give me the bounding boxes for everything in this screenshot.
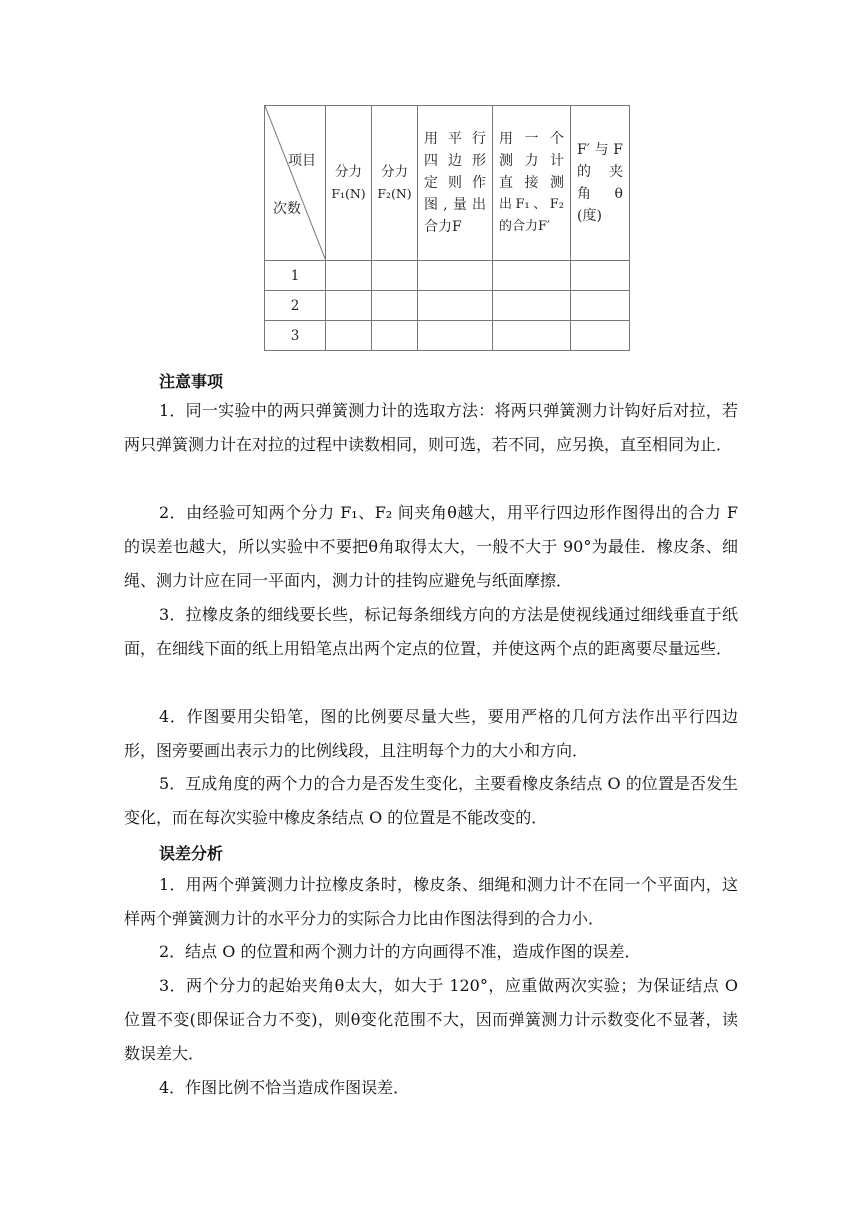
table-header-row <box>265 106 630 261</box>
error-paragraph-2: 2．结点 O 的位置和两个测力计的方向画得不准，造成作图的误差． <box>159 942 641 961</box>
header-parallelogram-f: 用平行 四边形 定则作 图,量出 合力F <box>418 106 493 261</box>
table-row <box>265 321 630 351</box>
note-paragraph-4: 4．作图要用尖铅笔，图的比例要尽量大些，要用严格的几何方法作出平行四边形，图旁要画出表示力的比例线段，且注明每个力的大小和方向． <box>124 707 738 760</box>
header-measured-f-prime: 用一个 测力计 直接测 出F₁、F₂ 的合力F′ <box>493 106 571 261</box>
error-paragraph-3: 3．两个分力的起始夹角θ太大，如大于 120°，应重做两次实验；为保证结点 O 位置不变(即保证合力不变)，则θ变化范围不大，因而弹簧测力计示数变化不显著，读数误差大． <box>124 976 738 1063</box>
header-f2: 分力 F₂(N) <box>372 106 418 261</box>
table-row <box>265 261 630 291</box>
table-cell <box>571 261 630 291</box>
table-cell <box>493 261 571 291</box>
notes-title: 注意事项 <box>159 372 224 391</box>
corner-label-times: 次数 <box>273 201 301 217</box>
corner-label-item: 项目 <box>288 153 316 169</box>
experiment-record-table <box>264 105 630 351</box>
error-paragraph-1: 1．用两个弹簧测力计拉橡皮条时，橡皮条、细绳和测力计不在同一个平面内，这样两个弹簧测力计的水平分力的实际合力比由作图法得到的合力小． <box>124 875 738 928</box>
table-cell <box>372 291 418 321</box>
table-cell <box>326 261 372 291</box>
header-angle-theta: F′与F 的 夹 角 θ (度) <box>571 106 630 261</box>
errors-title: 误差分析 <box>159 844 224 863</box>
table-cell <box>493 291 571 321</box>
corner-diagonal-line <box>265 106 326 261</box>
table-cell <box>372 261 418 291</box>
row-index: 2 <box>265 291 326 321</box>
table-cell <box>571 321 630 351</box>
table-cell <box>418 291 493 321</box>
table-corner-cell <box>265 106 326 261</box>
row-index: 3 <box>265 321 326 351</box>
header-f1: 分力 F₁(N) <box>326 106 372 261</box>
table-cell <box>372 321 418 351</box>
error-paragraph-4: 4．作图比例不恰当造成作图误差． <box>159 1078 410 1097</box>
note-paragraph-1: 1．同一实验中的两只弹簧测力计的选取方法：将两只弹簧测力计钩好后对拉，若两只弹簧测力计在对拉的过程中读数相同，则可选，若不同，应另换，直至相同为止． <box>124 401 738 454</box>
row-index: 1 <box>265 261 326 291</box>
table-cell <box>326 291 372 321</box>
table-row <box>265 291 630 321</box>
table-cell <box>418 261 493 291</box>
table-cell <box>571 291 630 321</box>
note-paragraph-5: 5．互成角度的两个力的合力是否发生变化，主要看橡皮条结点 O 的位置是否发生变化，而在每次实验中橡皮条结点 O 的位置是不能改变的． <box>124 774 738 827</box>
table-cell <box>326 321 372 351</box>
table-cell <box>493 321 571 351</box>
note-paragraph-3: 3．拉橡皮条的细线要长些，标记每条细线方向的方法是使视线通过细线垂直于纸面，在细线下面的纸上用铅笔点出两个定点的位置，并使这两个点的距离要尽量远些． <box>124 605 738 658</box>
table-cell <box>418 321 493 351</box>
note-paragraph-2: 2．由经验可知两个分力 F₁、F₂ 间夹角θ越大，用平行四边形作图得出的合力 F 的误差也越大，所以实验中不要把θ角取得太大，一般不大于 90°为最佳．橡皮条、细绳、测力计应在同一平面内，测力计的挂钩应避免与纸面摩擦． <box>124 503 738 590</box>
